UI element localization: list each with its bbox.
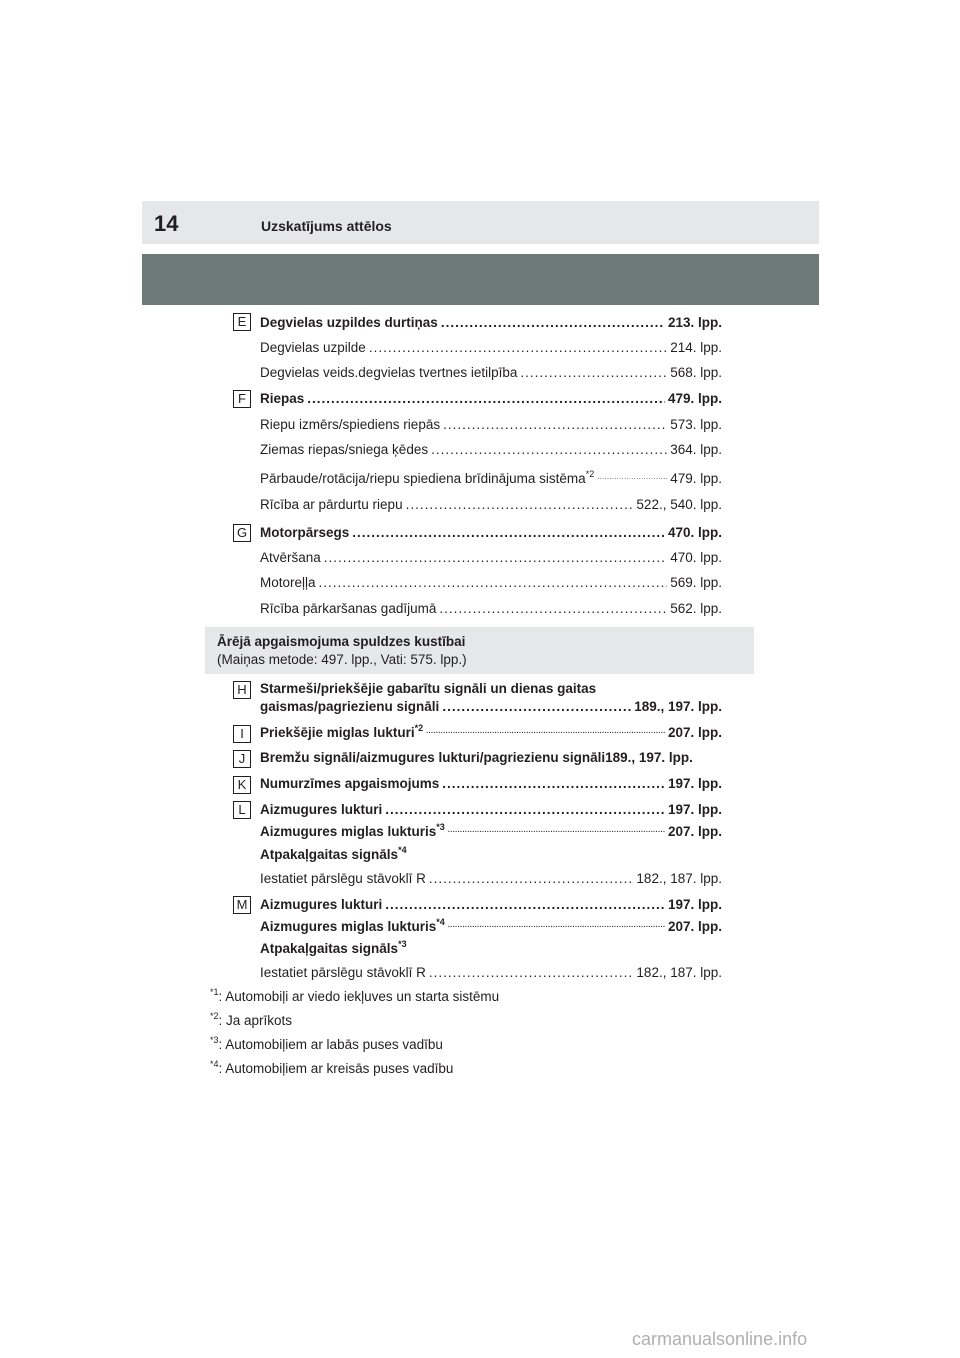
footnote-text: : Automobiļiem ar labās puses vadību	[218, 1037, 443, 1052]
entry-tire-check[interactable]	[260, 470, 722, 491]
page-ref: 197. lpp.	[667, 802, 722, 817]
entry-label: Riepas	[260, 391, 305, 406]
entry-label-text: Atpakaļgaitas signāls	[260, 941, 399, 956]
page-ref: 573. lpp.	[670, 417, 722, 432]
entry-hood[interactable]	[260, 524, 722, 542]
entry-label: Atvēršana	[260, 550, 321, 565]
marker-i: I	[233, 725, 251, 743]
entry-tire-size[interactable]	[260, 416, 722, 434]
marker-f: F	[233, 390, 251, 408]
marker-h: H	[233, 681, 251, 699]
leader-dots	[441, 314, 665, 332]
leader-dots	[431, 441, 667, 459]
entry-refuel[interactable]	[260, 339, 722, 357]
page-ref: 213. lpp.	[667, 315, 722, 330]
entry-rear-fog-m[interactable]	[260, 918, 722, 939]
page-ref: 470. lpp.	[670, 550, 722, 565]
entry-label-text: Aizmugures miglas lukturis	[260, 824, 437, 839]
page-ref: 479. lpp.	[670, 471, 722, 486]
footnote-ref: *3	[436, 822, 445, 832]
leader-dots	[307, 390, 665, 408]
footnote-text: : Automobiļi ar viedo iekļuves un starta sistēmu	[218, 989, 500, 1004]
entry-rear-fog-l[interactable]	[260, 823, 722, 844]
entry-fuel-door[interactable]	[260, 314, 722, 332]
page-ref: 207. lpp.	[667, 824, 722, 839]
entry-winter-tires[interactable]	[260, 441, 722, 459]
entry-rear-lights-l[interactable]	[260, 801, 722, 819]
footnote-2	[210, 1012, 292, 1030]
footnote-ref: *4	[398, 845, 407, 855]
leader-dots	[429, 964, 634, 982]
leader-dots	[385, 801, 665, 819]
leader-dots	[352, 524, 665, 542]
entry-flat-tire[interactable]	[260, 496, 722, 514]
footnote-mark: *1	[210, 987, 219, 997]
entry-label	[260, 918, 445, 936]
entry-label: Rīcība ar pārdurtu riepu	[260, 497, 403, 512]
page-ref: 470. lpp.	[667, 525, 722, 540]
entry-tires[interactable]	[260, 390, 722, 408]
entry-headlights[interactable]	[260, 698, 722, 716]
page-ref: 522., 540. lpp.	[636, 497, 722, 512]
entry-label: Bremžu signāli/aizmugures lukturi/pagriezienu signāli	[260, 750, 606, 765]
entry-label: Degvielas veids.degvielas tvertnes ietilpība	[260, 365, 518, 380]
footnote-ref: *2	[585, 469, 595, 479]
page-ref: 189., 197. lpp.	[634, 699, 722, 714]
entry-brake-lights[interactable]	[260, 749, 726, 767]
entry-plate-light[interactable]	[260, 775, 722, 793]
entry-reverse-m	[260, 940, 407, 958]
footnote-mark: *3	[210, 1035, 219, 1045]
leader-dots	[443, 416, 667, 434]
entry-shift-r-m[interactable]	[260, 964, 722, 982]
page-ref: 562. lpp.	[670, 601, 722, 616]
leader-dots	[429, 870, 634, 888]
marker-l: L	[233, 801, 251, 819]
page-ref: 207. lpp.	[667, 725, 722, 740]
page-ref: 182., 187. lpp.	[636, 871, 722, 886]
entry-label-text: Atpakaļgaitas signāls	[260, 847, 399, 862]
footnote-text: : Ja aprīkots	[218, 1013, 293, 1028]
page-ref: 479. lpp.	[667, 391, 722, 406]
section-title: Uzskatījums attēlos	[261, 218, 392, 234]
entry-label-text: Aizmugures miglas lukturis	[260, 919, 437, 934]
leader-dots	[597, 469, 667, 487]
page-number: 14	[154, 211, 179, 236]
entry-label: gaismas/pagriezienu signāli	[260, 699, 440, 714]
footnote-ref: *2	[414, 723, 424, 733]
header-bar	[142, 201, 819, 244]
entry-label: Numurzīmes apgaismojums	[260, 776, 440, 791]
entry-reverse-l	[260, 846, 407, 864]
footnote-text: : Automobiļiem ar kreisās puses vadību	[218, 1061, 454, 1076]
bulb-info-box	[205, 627, 754, 674]
entry-label: Iestatiet pārslēgu stāvoklī R	[260, 965, 426, 980]
leader-dots	[442, 698, 631, 716]
page-ref: 207. lpp.	[667, 919, 722, 934]
entry-label	[260, 724, 423, 742]
entry-label	[260, 470, 594, 488]
entry-headlights-line1: Starmeši/priekšējie gabarītu signāli un dienas gaitas	[260, 681, 597, 696]
footnote-1	[210, 988, 499, 1006]
entry-rear-lights-m[interactable]	[260, 896, 722, 914]
entry-label: Ziemas riepas/sniega ķēdes	[260, 442, 429, 457]
footnote-mark: *4	[210, 1059, 219, 1069]
entry-label: Riepu izmērs/spiediens riepās	[260, 417, 441, 432]
marker-k: K	[233, 776, 251, 794]
leader-dots	[385, 896, 665, 914]
footnote-ref: *4	[436, 917, 445, 927]
footnote-4	[210, 1060, 453, 1078]
leader-dots	[319, 574, 668, 592]
marker-g: G	[233, 524, 251, 542]
leader-dots	[439, 600, 667, 618]
leader-dots	[520, 364, 667, 382]
entry-label	[260, 823, 445, 841]
leader-dots	[406, 496, 634, 514]
footnote-mark: *2	[210, 1011, 219, 1021]
leader-dots	[448, 822, 665, 840]
marker-e: E	[233, 313, 251, 331]
footnote-ref: *3	[398, 939, 407, 949]
entry-engine-oil[interactable]	[260, 574, 722, 592]
page-ref: 569. lpp.	[670, 575, 722, 590]
page-ref: 182., 187. lpp.	[636, 965, 722, 980]
entry-fuel-type[interactable]	[260, 364, 722, 382]
watermark: carmanualsonline.info	[632, 1329, 808, 1349]
entry-label: Aizmugures lukturi	[260, 802, 383, 817]
entry-label: Motorpārsegs	[260, 525, 350, 540]
leader-dots	[369, 339, 667, 357]
page-ref: 568. lpp.	[670, 365, 722, 380]
marker-m: M	[233, 896, 251, 914]
leader-dots	[324, 549, 667, 567]
marker-j: J	[233, 750, 251, 768]
illustration-band	[142, 254, 819, 305]
entry-label: Rīcība pārkaršanas gadījumā	[260, 601, 437, 616]
info-box-subtitle: (Maiņas metode: 497. lpp., Vati: 575. lpp.)	[217, 652, 467, 667]
entry-label: Degvielas uzpilde	[260, 340, 366, 355]
entry-label: Aizmugures lukturi	[260, 897, 383, 912]
footnote-3	[210, 1036, 443, 1054]
page-ref: 364. lpp.	[670, 442, 722, 457]
page-ref: 214. lpp.	[670, 340, 722, 355]
page-ref: 197. lpp.	[667, 776, 722, 791]
entry-overheating[interactable]	[260, 600, 722, 618]
entry-label: Degvielas uzpildes durtiņas	[260, 315, 438, 330]
entry-label: Motoreļļa	[260, 575, 316, 590]
info-box-title: Ārējā apgaismojuma spuldzes kustībai	[217, 634, 466, 649]
leader-dots	[448, 917, 665, 935]
entry-label-text: Priekšējie miglas lukturi	[260, 725, 415, 740]
entry-front-fog[interactable]	[260, 724, 722, 745]
page-ref: 189., 197. lpp.	[605, 750, 693, 765]
entry-label: Iestatiet pārslēgu stāvoklī R	[260, 871, 426, 886]
leader-dots	[442, 775, 665, 793]
entry-opening[interactable]	[260, 549, 722, 567]
entry-shift-r-l[interactable]	[260, 870, 722, 888]
page-ref: 197. lpp.	[667, 897, 722, 912]
leader-dots	[426, 723, 665, 741]
entry-label-text: Pārbaude/rotācija/riepu spiediena brīdinājuma sistēma	[260, 471, 586, 486]
